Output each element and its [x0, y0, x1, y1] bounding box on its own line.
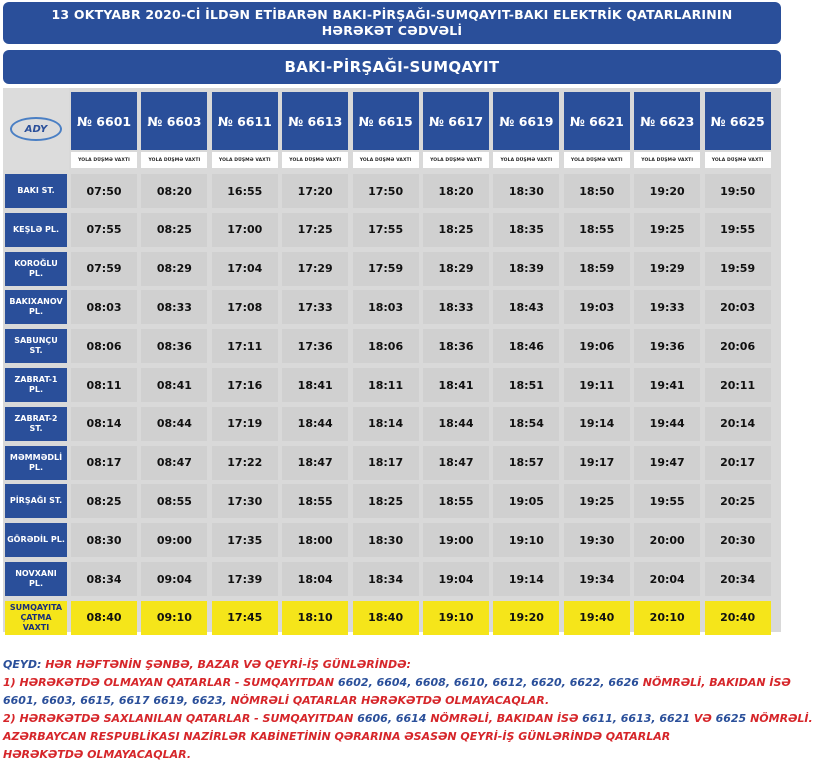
note-2-text-a: - SUMQAYITDAN: [254, 712, 354, 725]
time-cell: 19:41: [634, 368, 700, 402]
departure-time-label: YOLA DÜŞMƏ VAXTI: [212, 152, 278, 168]
arrival-time-cell: 20:10: [634, 601, 700, 635]
arrival-time-cell: 18:10: [282, 601, 348, 635]
time-cell: 19:30: [564, 523, 630, 557]
time-cell: 07:50: [71, 174, 137, 208]
time-cell: 17:11: [212, 329, 278, 363]
station-name: MƏMMƏDLİ PL.: [5, 446, 67, 480]
time-cell: 17:22: [212, 446, 278, 480]
time-cell: 19:59: [705, 252, 771, 286]
time-cell: 08:14: [71, 407, 137, 441]
time-cell: 18:59: [564, 252, 630, 286]
time-cell: 17:00: [212, 213, 278, 247]
schedule-title-line1: 13 OKTYABR 2020-Cİ İLDƏN ETİBARƏN BAKI-PİRŞAĞI-SUMQAYIT-BAKI ELEKTRİK QATARLARININ: [51, 7, 733, 22]
arrival-time-cell: 18:40: [353, 601, 419, 635]
time-cell: 08:30: [71, 523, 137, 557]
time-cell: 18:44: [282, 407, 348, 441]
time-cell: 19:17: [564, 446, 630, 480]
time-cell: 18:54: [493, 407, 559, 441]
time-cell: 18:36: [423, 329, 489, 363]
train-number-header: № 6601: [71, 92, 137, 150]
route-title: BAKI-PİRŞAĞI-SUMQAYIT: [3, 50, 781, 84]
time-cell: 19:36: [634, 329, 700, 363]
time-cell: 18:00: [282, 523, 348, 557]
time-cell: 18:43: [493, 290, 559, 324]
train-number-header: № 6603: [141, 92, 207, 150]
departure-time-label: YOLA DÜŞMƏ VAXTI: [564, 152, 630, 168]
timetable: [3, 88, 781, 632]
arrival-time-cell: 19:10: [423, 601, 489, 635]
train-number-header: № 6625: [705, 92, 771, 150]
note-1-text-c: NÖMRƏLİ QATARLAR HƏRƏKƏTDƏ OLMAYACAQLAR.: [230, 694, 550, 707]
time-cell: 18:14: [353, 407, 419, 441]
time-cell: 18:57: [493, 446, 559, 480]
note-qeyd: [3, 656, 783, 674]
note-1-numbers-b: 6601, 6603, 6615, 6617 6619, 6623,: [3, 694, 227, 707]
time-cell: 17:19: [212, 407, 278, 441]
train-number-header: № 6617: [423, 92, 489, 150]
time-cell: 18:47: [282, 446, 348, 480]
time-cell: 08:17: [71, 446, 137, 480]
arrival-time-cell: 17:45: [212, 601, 278, 635]
time-cell: 09:00: [141, 523, 207, 557]
time-cell: 20:03: [705, 290, 771, 324]
departure-time-label: YOLA DÜŞMƏ VAXTI: [282, 152, 348, 168]
time-cell: 18:06: [353, 329, 419, 363]
time-cell: 19:20: [634, 174, 700, 208]
arrival-time-cell: 19:40: [564, 601, 630, 635]
note-2-text-b: NÖMRƏLİ, BAKIDAN İSƏ: [430, 712, 579, 725]
time-cell: 18:55: [423, 484, 489, 518]
time-cell: 08:25: [141, 213, 207, 247]
time-cell: 07:59: [71, 252, 137, 286]
time-cell: 18:20: [423, 174, 489, 208]
time-cell: 09:04: [141, 562, 207, 596]
note-2-numbers-a: 6606, 6614: [357, 712, 427, 725]
time-cell: 20:04: [634, 562, 700, 596]
time-cell: 18:30: [493, 174, 559, 208]
time-cell: 17:59: [353, 252, 419, 286]
note-2-numbers-b: 6611, 6613, 6621: [582, 712, 691, 725]
time-cell: 18:51: [493, 368, 559, 402]
time-cell: 08:33: [141, 290, 207, 324]
time-cell: 19:14: [564, 407, 630, 441]
time-cell: 18:39: [493, 252, 559, 286]
note-2-numbers-c: 6625: [715, 712, 747, 725]
time-cell: 17:50: [353, 174, 419, 208]
time-cell: 18:46: [493, 329, 559, 363]
time-cell: 17:16: [212, 368, 278, 402]
note-1-label: 1) HƏRƏKƏTDƏ OLMAYAN QATARLAR: [3, 676, 232, 689]
note-2-label: 2) HƏRƏKƏTDƏ SAXLANILAN QATARLAR: [3, 712, 251, 725]
time-cell: 18:44: [423, 407, 489, 441]
time-cell: 19:25: [634, 213, 700, 247]
time-cell: 08:25: [71, 484, 137, 518]
station-name: ZABRAT-1 PL.: [5, 368, 67, 402]
departure-time-label: YOLA DÜŞMƏ VAXTI: [423, 152, 489, 168]
time-cell: 18:50: [564, 174, 630, 208]
time-cell: 08:44: [141, 407, 207, 441]
departure-time-label: YOLA DÜŞMƏ VAXTI: [634, 152, 700, 168]
time-cell: 08:41: [141, 368, 207, 402]
time-cell: 08:03: [71, 290, 137, 324]
time-cell: 18:55: [564, 213, 630, 247]
arrival-time-cell: 09:10: [141, 601, 207, 635]
time-cell: 20:00: [634, 523, 700, 557]
time-cell: 08:11: [71, 368, 137, 402]
time-cell: 18:29: [423, 252, 489, 286]
station-name: NOVXANI PL.: [5, 562, 67, 596]
time-cell: 17:30: [212, 484, 278, 518]
station-name: BAKI ST.: [5, 174, 67, 208]
note-qeyd-text: HƏR HƏFTƏNİN ŞƏNBƏ, BAZAR VƏ QEYRİ-İŞ GÜNLƏRİNDƏ:: [45, 658, 411, 671]
time-cell: 18:35: [493, 213, 559, 247]
time-cell: 18:55: [282, 484, 348, 518]
arrival-time-cell: 08:40: [71, 601, 137, 635]
note-1: [3, 674, 791, 692]
arrival-time-cell: 20:40: [705, 601, 771, 635]
time-cell: 20:14: [705, 407, 771, 441]
time-cell: 18:47: [423, 446, 489, 480]
time-cell: 19:44: [634, 407, 700, 441]
train-number-header: № 6623: [634, 92, 700, 150]
time-cell: 17:39: [212, 562, 278, 596]
time-cell: 18:30: [353, 523, 419, 557]
time-cell: 19:05: [493, 484, 559, 518]
time-cell: 08:36: [141, 329, 207, 363]
schedule-title-line2: HƏRƏKƏT CƏDVƏLİ: [321, 23, 463, 38]
time-cell: 17:08: [212, 290, 278, 324]
time-cell: 07:55: [71, 213, 137, 247]
time-cell: 19:47: [634, 446, 700, 480]
time-cell: 19:03: [564, 290, 630, 324]
time-cell: 19:04: [423, 562, 489, 596]
time-cell: 20:17: [705, 446, 771, 480]
station-name: SABUNÇU ST.: [5, 329, 67, 363]
departure-time-label: YOLA DÜŞMƏ VAXTI: [71, 152, 137, 168]
time-cell: 17:33: [282, 290, 348, 324]
time-cell: 18:41: [423, 368, 489, 402]
time-cell: 19:11: [564, 368, 630, 402]
note-2: [3, 710, 813, 728]
train-number-header: № 6621: [564, 92, 630, 150]
arrival-time-cell: 19:20: [493, 601, 559, 635]
note-qeyd-label: QEYD:: [3, 658, 42, 671]
note-2-text-c: VƏ: [693, 712, 712, 725]
time-cell: 19:10: [493, 523, 559, 557]
time-cell: 08:47: [141, 446, 207, 480]
station-name: ZABRAT-2 ST.: [5, 407, 67, 441]
time-cell: 17:35: [212, 523, 278, 557]
departure-time-label: YOLA DÜŞMƏ VAXTI: [141, 152, 207, 168]
time-cell: 19:29: [634, 252, 700, 286]
time-cell: 17:25: [282, 213, 348, 247]
time-cell: 08:29: [141, 252, 207, 286]
time-cell: 19:25: [564, 484, 630, 518]
time-cell: 18:03: [353, 290, 419, 324]
logo-cell: [3, 88, 69, 170]
time-cell: 18:25: [353, 484, 419, 518]
station-name: BAKIXANOV PL.: [5, 290, 67, 324]
time-cell: 19:14: [493, 562, 559, 596]
time-cell: 19:34: [564, 562, 630, 596]
time-cell: 19:55: [634, 484, 700, 518]
station-name: KOROĞLU PL.: [5, 252, 67, 286]
note-1-cont: [3, 692, 783, 710]
time-cell: 18:34: [353, 562, 419, 596]
note-1-numbers-a: 6602, 6604, 6608, 6610, 6612, 6620, 6622, 6626: [337, 676, 639, 689]
station-name: PİRŞAĞI ST.: [5, 484, 67, 518]
train-number-header: № 6619: [493, 92, 559, 150]
departure-time-label: YOLA DÜŞMƏ VAXTI: [705, 152, 771, 168]
time-cell: 19:50: [705, 174, 771, 208]
note-red-2: HƏRƏKƏTDƏ OLMAYACAQLAR.: [3, 748, 192, 761]
time-cell: 17:29: [282, 252, 348, 286]
departure-time-label: YOLA DÜŞMƏ VAXTI: [353, 152, 419, 168]
time-cell: 18:17: [353, 446, 419, 480]
time-cell: 20:30: [705, 523, 771, 557]
time-cell: 08:55: [141, 484, 207, 518]
train-number-header: № 6615: [353, 92, 419, 150]
time-cell: 08:34: [71, 562, 137, 596]
time-cell: 20:11: [705, 368, 771, 402]
note-1-text-a: - SUMQAYITDAN: [234, 676, 335, 689]
time-cell: 17:04: [212, 252, 278, 286]
note-red-1: AZƏRBAYCAN RESPUBLİKASI NAZİRLƏR KABİNETİNİN QƏRARINA ƏSASƏN QEYRİ-İŞ GÜNLƏRİNDƏ QATARLAR: [3, 730, 671, 743]
time-cell: 20:34: [705, 562, 771, 596]
station-name: GÖRƏDİL PL.: [5, 523, 67, 557]
notes: [3, 656, 813, 764]
time-cell: 20:06: [705, 329, 771, 363]
time-cell: 17:20: [282, 174, 348, 208]
station-name: KEŞLƏ PL.: [5, 213, 67, 247]
time-cell: 08:20: [141, 174, 207, 208]
time-cell: 18:04: [282, 562, 348, 596]
time-cell: 17:36: [282, 329, 348, 363]
note-2-text-d: NÖMRƏLİ.: [750, 712, 813, 725]
time-cell: 20:25: [705, 484, 771, 518]
time-cell: 17:55: [353, 213, 419, 247]
time-cell: 19:33: [634, 290, 700, 324]
departure-time-label: YOLA DÜŞMƏ VAXTI: [493, 152, 559, 168]
time-cell: 18:11: [353, 368, 419, 402]
note-1-text-b: NÖMRƏLİ, BAKIDAN İSƏ: [642, 676, 791, 689]
time-cell: 18:41: [282, 368, 348, 402]
train-number-header: № 6613: [282, 92, 348, 150]
time-cell: 19:55: [705, 213, 771, 247]
time-cell: 19:06: [564, 329, 630, 363]
ady-logo: ADY: [10, 117, 62, 141]
arrival-label: SUMQAYITA ÇATMA VAXTI: [5, 601, 67, 635]
train-number-header: № 6611: [212, 92, 278, 150]
schedule-title: [3, 2, 781, 44]
time-cell: 08:06: [71, 329, 137, 363]
time-cell: 16:55: [212, 174, 278, 208]
time-cell: 19:00: [423, 523, 489, 557]
time-cell: 18:33: [423, 290, 489, 324]
time-cell: 18:25: [423, 213, 489, 247]
